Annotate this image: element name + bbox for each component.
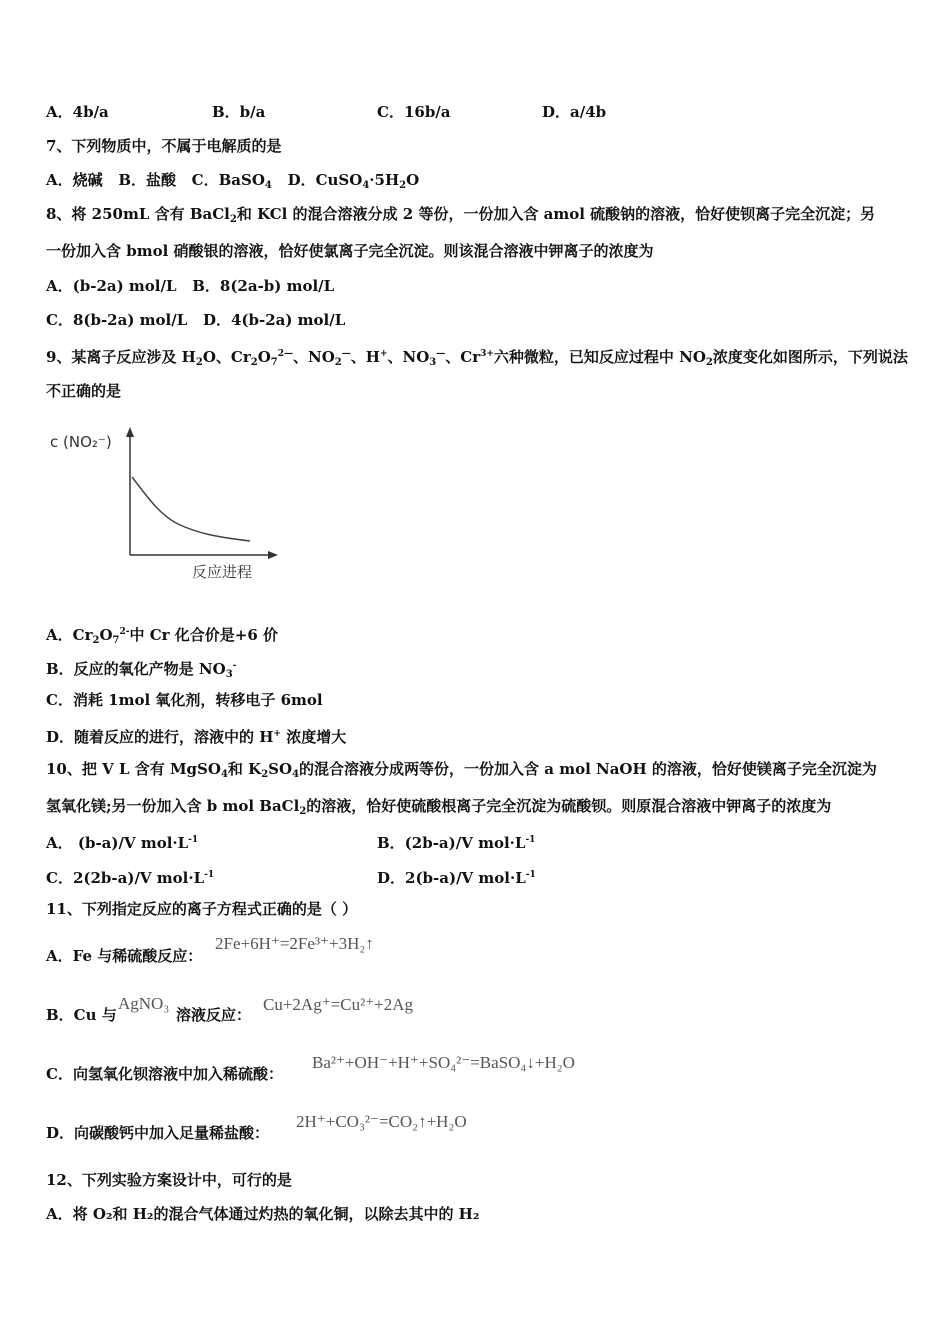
q10-stem-line2: 氢氧化镁;另一份加入含 b mol BaCl$_2$的溶液，恰好使硫酸根离子完全沉淀为硫酸钡。则原混合溶液中钾离子的浓度为	[46, 797, 832, 817]
q8-options-cd	[46, 310, 345, 330]
q7-options	[46, 170, 419, 196]
q9-stem-line1: 9、某离子反应涉及 $H_2O$、$Cr_2O_7^{2—}$、$NO_2^—$、H+、$NO_3^—$、$Cr^{3+}$六种微粒，已知反应过程中 $NO_2$浓度变化如图所示，下列说法	[46, 348, 908, 368]
q6-option-c: C．16b/a	[377, 103, 451, 121]
q11-option-b-equation: Cu+2Ag⁺=Cu²⁺+2Ag	[263, 995, 414, 1014]
q8-option-c: C．8(b-2a) mol/L	[46, 311, 188, 329]
q11-option-c-label: C．向氢氧化钡溶液中加入稀硫酸：	[46, 1065, 283, 1083]
concentration-graph	[46, 425, 286, 585]
graph-y-label: c (NO₂⁻)	[50, 433, 112, 451]
graph-curve	[132, 477, 250, 541]
q8-stem-line1: 8、将 250mL 含有 BaCl$_2$和 KCl 的混合溶液分成 2 等份，一份加入含 amol 硫酸钠的溶液，恰好使钡离子完全沉淀；另	[46, 205, 876, 225]
q10-option-d: D．2(b-a)/V $mol\cdot L^{-1}$	[377, 869, 536, 887]
q10-option-a: A． (b-a)/V $mol\cdot L^{-1}$	[46, 834, 199, 852]
q7-option-b: B．盐酸	[118, 171, 176, 189]
q9-option-d: D．随着反应的进行，溶液中的 H+ 浓度增大	[46, 728, 347, 746]
q9-option-c: C．消耗 1mol 氧化剂，转移电子 6mol	[46, 691, 323, 709]
q10-option-c: C．2(2b-a)/V $mol\cdot L^{-1}$	[46, 869, 215, 887]
q11-option-b-label-2: 溶液反应：	[176, 1006, 252, 1024]
q8-option-a: A．(b-2a) mol/L	[46, 277, 177, 295]
q6-option-a: A．4b/a	[46, 103, 109, 121]
graph-y-arrow	[126, 427, 134, 437]
q8-stem-line2: 一份加入含 bmol 硝酸银的溶液，恰好使氯离子完全沉淀。则该混合溶液中钾离子的浓度为	[46, 242, 654, 260]
q11-option-a-equation: 2Fe+6H⁺=2Fe³⁺+3H₂↑	[215, 934, 374, 953]
q11-stem: 11、下列指定反应的离子方程式正确的是（ ）	[46, 900, 358, 918]
q11-option-b-label-1: B．Cu 与	[46, 1006, 117, 1024]
q11-option-a-label: A．Fe 与稀硫酸反应：	[46, 947, 203, 965]
q9-option-a: A．$Cr_2O_7^{2-}$中 Cr 化合价是+6 价	[46, 626, 279, 646]
q11-option-c-equation: Ba²⁺+OH⁻+H⁺+SO₄²⁻=BaSO₄↓+H₂O	[312, 1053, 575, 1072]
graph-x-label: 反应进程	[192, 563, 253, 581]
graph-x-arrow	[268, 551, 278, 559]
q8-options-ab	[46, 276, 334, 296]
q11-option-b-reagent: AgNO₃	[118, 994, 170, 1013]
q7-stem: 7、下列物质中，不属于电解质的是	[46, 137, 282, 155]
q6-option-d: D．a/4b	[542, 103, 607, 121]
q12-stem: 12、下列实验方案设计中，可行的是	[46, 1171, 292, 1189]
q10-stem-line1: 10、把 V L 含有 MgSO$_4$和 $K_2SO_4$的混合溶液分成两等份，一份加入含 a mol NaOH 的溶液，恰好使镁离子完全沉淀为	[46, 760, 877, 780]
q8-option-b: B．8(2a-b) mol/L	[192, 277, 335, 295]
q12-option-a: A．将 O₂和 H₂的混合气体通过灼热的氧化铜，以除去其中的 H₂	[46, 1205, 480, 1223]
q10-option-b: B．(2b-a)/V $mol\cdot L^{-1}$	[377, 834, 536, 852]
q6-option-b: B．b/a	[212, 103, 266, 121]
q7-option-d: D．$CuSO_4\cdot 5H_2O$	[287, 171, 420, 191]
q11-option-d-equation: 2H⁺+CO₃²⁻=CO₂↑+H₂O	[296, 1112, 467, 1131]
q7-option-c: C．BaSO$_4$	[191, 171, 272, 191]
q9-stem-line2: 不正确的是	[46, 382, 122, 400]
q11-option-d-label: D．向碳酸钙中加入足量稀盐酸：	[46, 1124, 270, 1142]
q9-option-b: B．反应的氧化产物是 $NO_3^-$	[46, 660, 237, 680]
q8-option-d: D．4(b-2a) mol/L	[202, 311, 346, 329]
q7-option-a: A．烧碱	[46, 171, 103, 189]
